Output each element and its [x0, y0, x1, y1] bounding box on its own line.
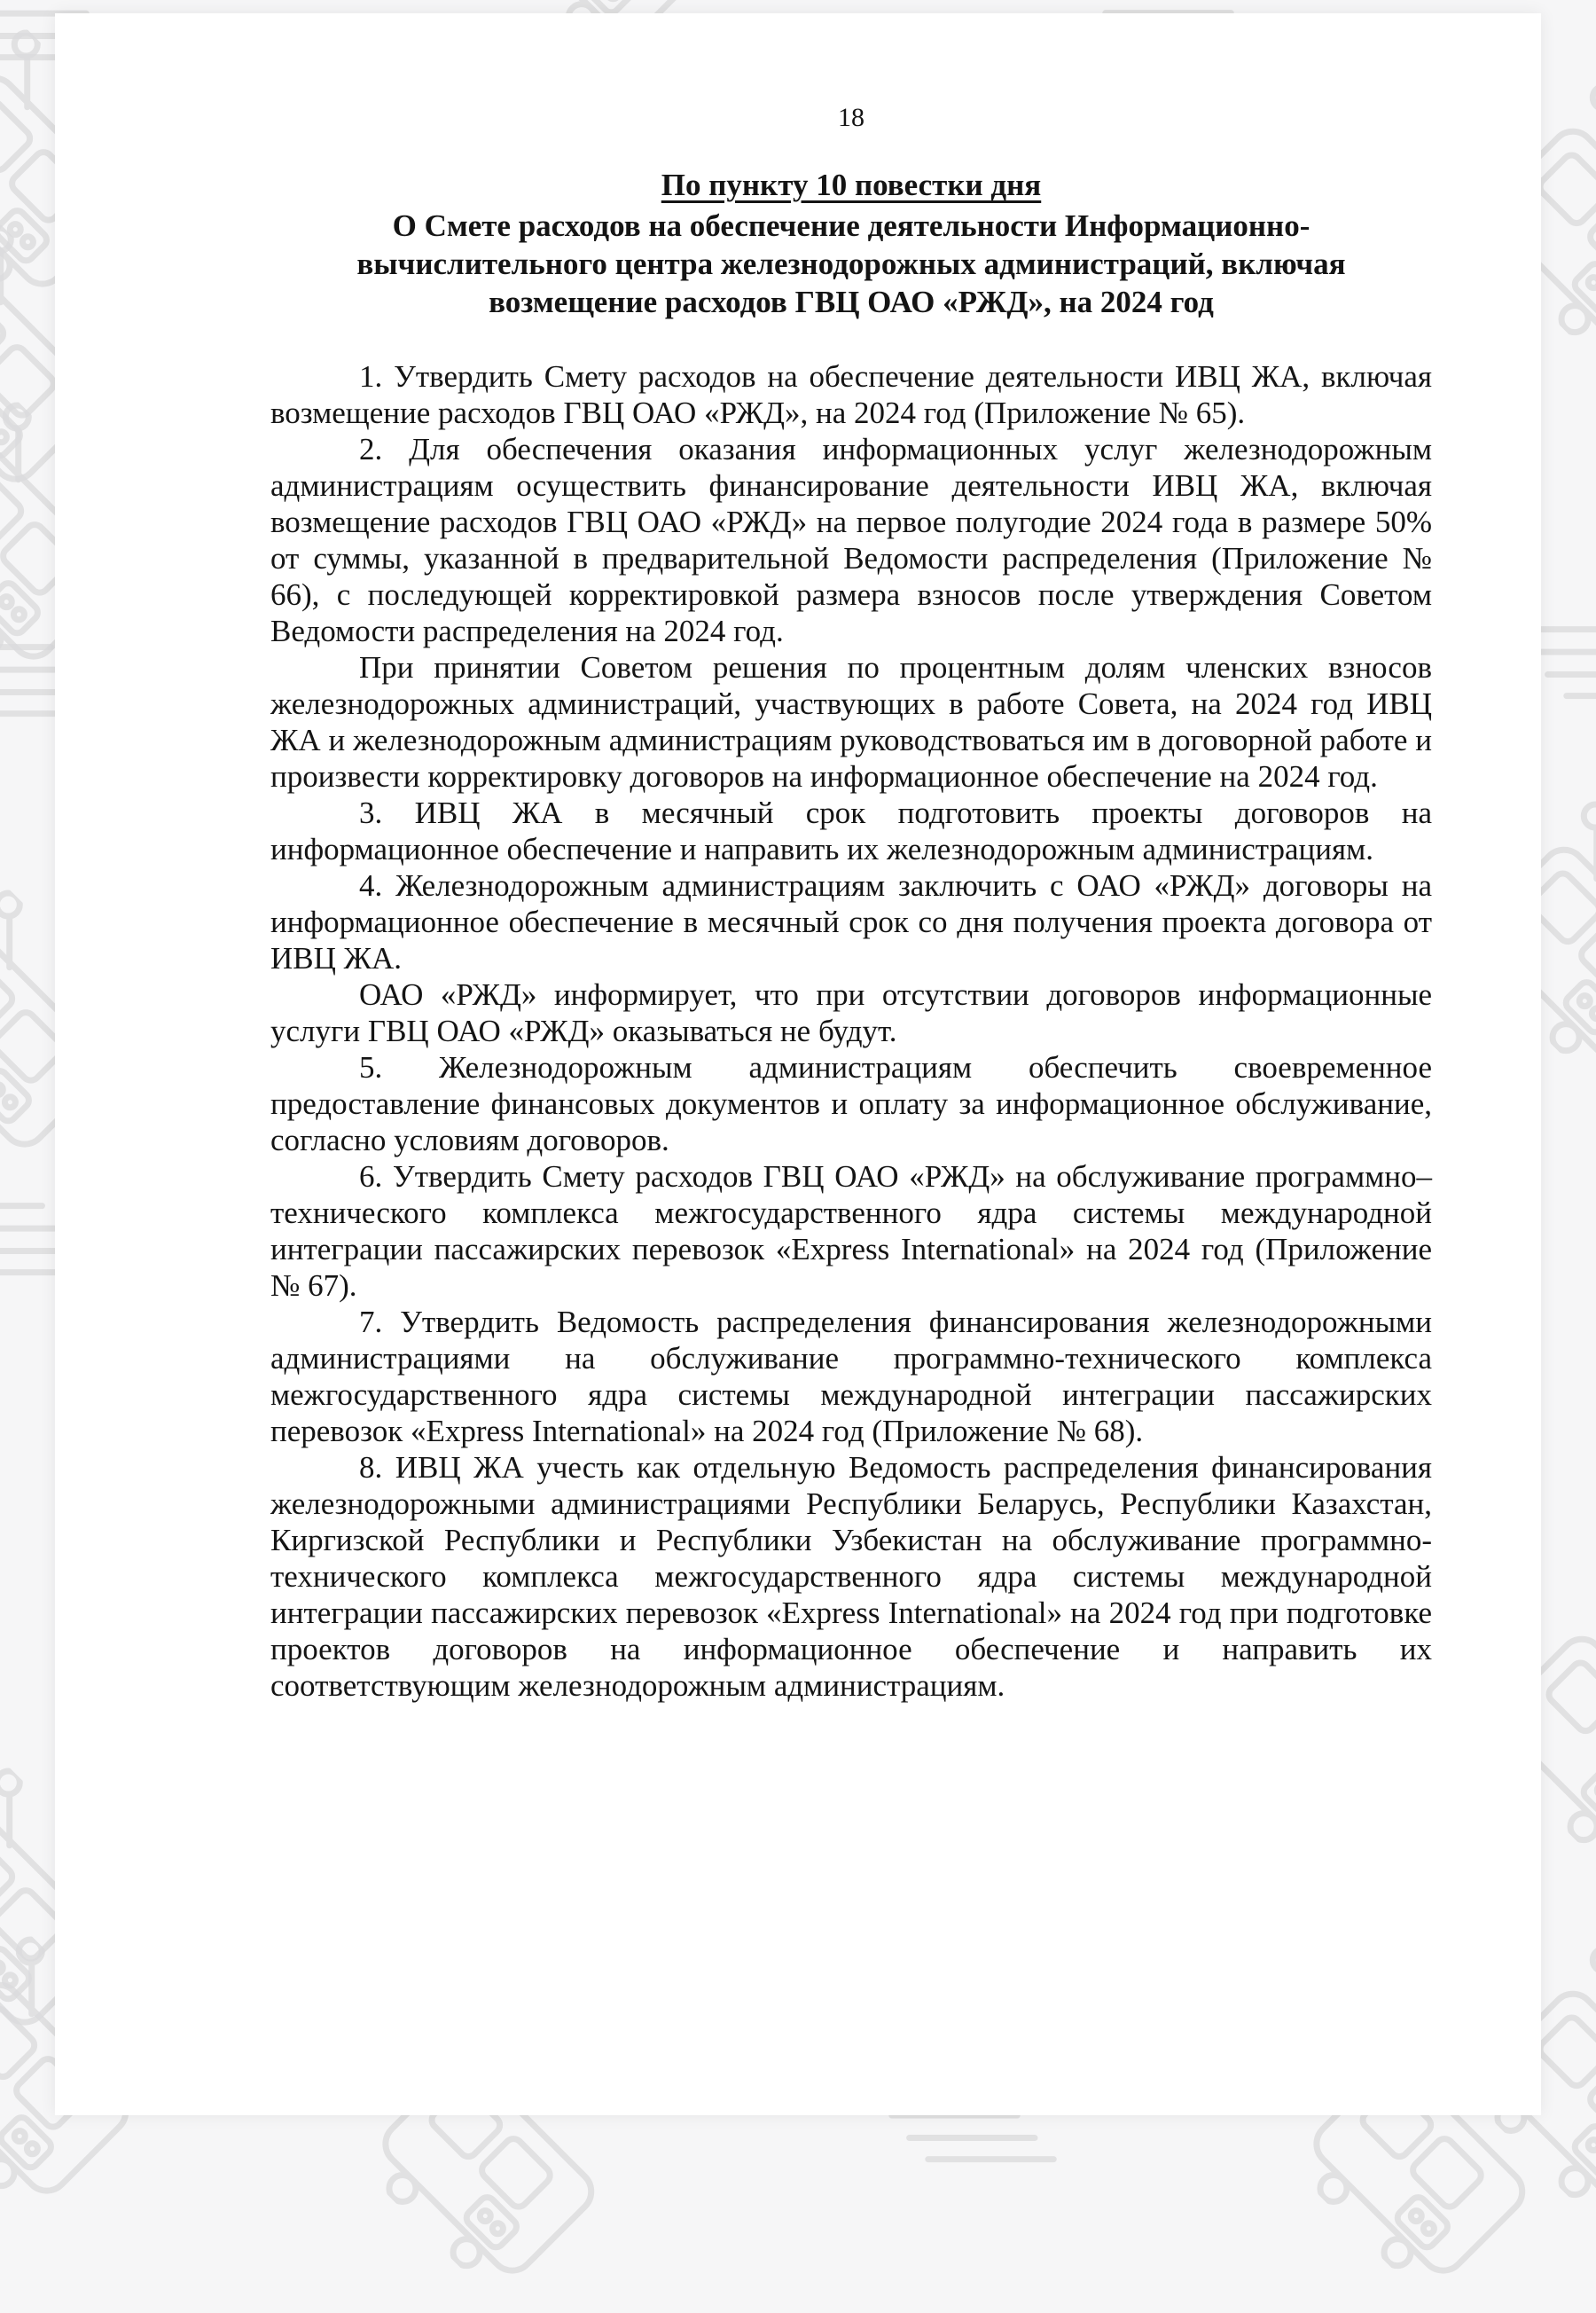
- page-content: [270, 13, 1432, 1704]
- paragraph-4a: ОАО «РЖД» информирует, что при отсутствии договоров информационные услуги ГВЦ ОАО «РЖД» оказываться не будут.: [270, 977, 1432, 1048]
- agenda-item-heading: По пункту 10 повестки дня: [661, 168, 1042, 202]
- document-title: [270, 207, 1432, 321]
- paragraph-6: 6. Утвердить Смету расходов ГВЦ ОАО «РЖД» на обслуживание программно–технического комплекса межгосударственного ядра системы международной интеграции пассажирских перевозок «Express International» на 2024 год (Приложение № 67).: [270, 1159, 1432, 1303]
- document-page: [55, 13, 1541, 2115]
- paragraph-2: 2. Для обеспечения оказания информационных услуг железнодорожным администрациям осуществить финансирование деятельности ИВЦ ЖА, включая возмещение расходов ГВЦ ОАО «РЖД» на первое полугодие 2024 года в размере 50% от суммы, указанной в предварительной Ведомости распределения (Приложение № 66), с последующей корректировкой размера взносов после утверждения Советом Ведомости распределения на 2024 год.: [270, 432, 1432, 648]
- paragraph-1: 1. Утвердить Смету расходов на обеспечение деятельности ИВЦ ЖА, включая возмещение расходов ГВЦ ОАО «РЖД», на 2024 год (Приложение № 65).: [270, 359, 1432, 430]
- paragraph-2a: При принятии Советом решения по процентным долям членских взносов железнодорожных администраций, участвующих в работе Совета, на 2024 год ИВЦ ЖА и железнодорожным администрациям руководствоваться им в договорной работе и произвести корректировку договоров на информационное обеспечение на 2024 год.: [270, 650, 1432, 794]
- document-title-line: вычислительного центра железнодорожных администраций, включая: [356, 247, 1346, 281]
- paragraph-7: 7. Утвердить Ведомость распределения финансирования железнодорожными администрациями на обслуживание программно-технического комплекса межгосударственного ядра системы международной интеграции пассажирских перевозок «Express International» на 2024 год (Приложение № 68).: [270, 1305, 1432, 1448]
- document-title-line: возмещение расходов ГВЦ ОАО «РЖД», на 2024 год: [489, 285, 1214, 319]
- document-title-line: О Смете расходов на обеспечение деятельности Информационно-: [392, 208, 1310, 243]
- page-number: 18: [838, 103, 864, 132]
- paragraph-5: 5. Железнодорожным администрациям обеспечить своевременное предоставление финансовых документов и оплату за информационное обслуживание, согласно условиям договоров.: [270, 1050, 1432, 1157]
- paragraph-3: 3. ИВЦ ЖА в месячный срок подготовить проекты договоров на информационное обеспечение и направить их железнодорожным администрациям.: [270, 796, 1432, 866]
- document-body: [270, 358, 1432, 1704]
- paragraph-8: 8. ИВЦ ЖА учесть как отдельную Ведомость распределения финансирования железнодорожными администрациями Республики Беларусь, Республики Казахстан, Киргизской Республики и Республики Узбекистан на обслуживание программно-технического комплекса межгосударственного ядра системы международной интеграции пассажирских перевозок «Express International» на 2024 год при подготовке проектов договоров на информационное обеспечение и направить их соответствующим железнодорожным администрациям.: [270, 1450, 1432, 1703]
- paragraph-4: 4. Железнодорожным администрациям заключить с ОАО «РЖД» договоры на информационное обеспечение в месячный срок со дня получения проекта договора от ИВЦ ЖА.: [270, 868, 1432, 976]
